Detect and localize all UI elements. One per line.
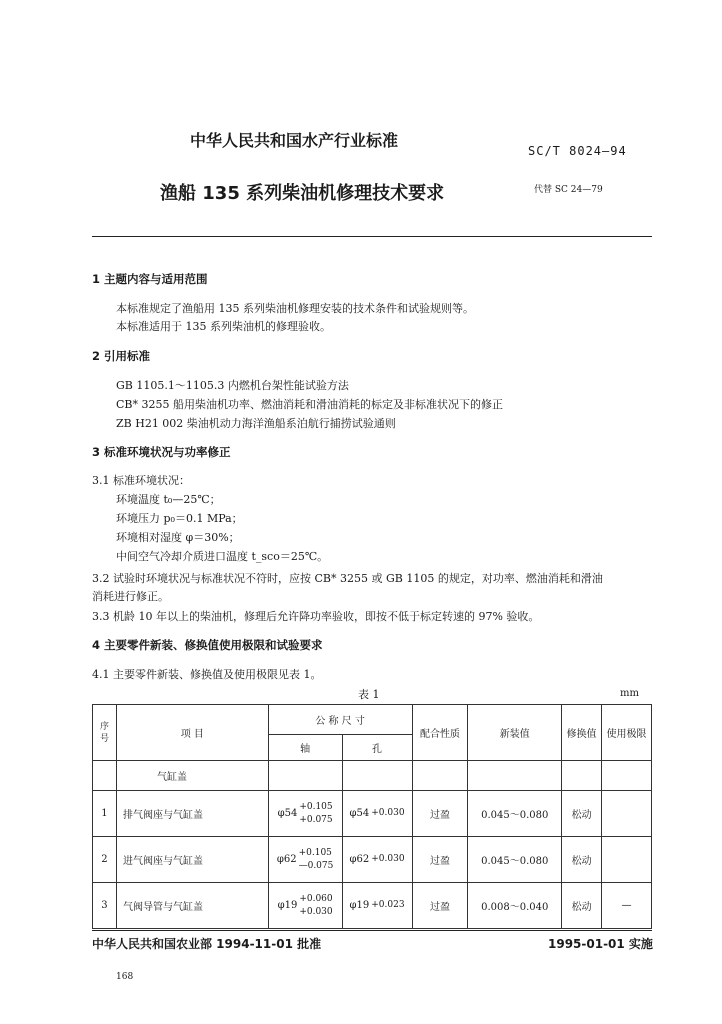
env-pressure: 环境压力 p₀＝0.1 MPa； bbox=[116, 512, 243, 525]
row-new: 0.045～0.080 bbox=[468, 837, 562, 883]
row-fit: 过盈 bbox=[412, 883, 468, 929]
clause-3-3: 3.3 机龄 10 年以上的柴油机，修理后允许降功率验收，即按不低于标定转速的 97% 验收。 bbox=[92, 610, 540, 623]
replaces-note: 代替 SC 24—79 bbox=[534, 185, 603, 195]
hole-base: φ19 bbox=[349, 900, 370, 911]
header-new: 新装值 bbox=[468, 705, 562, 761]
document-title: 渔船 135 系列柴油机修理技术要求 bbox=[160, 183, 445, 204]
clause-3-2-line-1: 3.2 试验时环境状况与标准状况不符时，应按 CB* 3255 或 GB 1105 的规定，对功率、燃油消耗和滑油 bbox=[92, 572, 603, 585]
clause-3-1: 3.1 标准环境状况： bbox=[92, 474, 190, 487]
shaft-lower: +0.030 bbox=[299, 906, 333, 917]
header-fit: 配合性质 bbox=[412, 705, 468, 761]
row-item: 进气阀座与气缸盖 bbox=[116, 837, 268, 883]
hole-upper: +0.030 bbox=[371, 808, 405, 818]
group-label: 气缸盖 bbox=[116, 761, 268, 791]
shaft-upper: +0.060 bbox=[299, 893, 333, 904]
spec-table bbox=[92, 704, 652, 929]
row-new: 0.008～0.040 bbox=[468, 883, 562, 929]
shaft-tolerance bbox=[268, 837, 342, 883]
shaft-lower: +0.075 bbox=[299, 814, 333, 825]
hole-tolerance bbox=[342, 791, 412, 837]
hole-upper: +0.030 bbox=[371, 854, 405, 864]
section-2-heading: 2 引用标准 bbox=[92, 349, 151, 363]
shaft-lower: —0.075 bbox=[298, 860, 334, 871]
row-repair: 松动 bbox=[562, 883, 602, 929]
coolant-temperature: 中间空气冷却介质进口温度 t_sco＝25℃。 bbox=[116, 550, 329, 563]
reference-3: ZB H21 002 柴油机动力海洋渔船系泊航行捕捞试验通则 bbox=[116, 417, 396, 430]
row-repair: 松动 bbox=[562, 791, 602, 837]
reference-1: GB 1105.1～1105.3 内燃机台架性能试验方法 bbox=[116, 379, 349, 392]
row-item: 排气阀座与气缸盖 bbox=[116, 791, 268, 837]
section-4-heading: 4 主要零件新装、修换值使用极限和试验要求 bbox=[92, 638, 323, 652]
header-hole: 孔 bbox=[342, 735, 412, 761]
env-humidity: 环境相对湿度 φ＝30%； bbox=[116, 531, 240, 544]
hole-tolerance bbox=[342, 837, 412, 883]
table-row bbox=[93, 837, 652, 883]
row-limit bbox=[602, 791, 652, 837]
header-limit: 使用极限 bbox=[602, 705, 652, 761]
hole-tolerance bbox=[342, 883, 412, 929]
row-repair: 松动 bbox=[562, 837, 602, 883]
shaft-base: φ62 bbox=[276, 854, 297, 865]
hole-base: φ62 bbox=[349, 854, 370, 865]
header-item: 项 目 bbox=[116, 705, 268, 761]
row-fit: 过盈 bbox=[412, 837, 468, 883]
effective-date: 1995-01-01 实施 bbox=[548, 937, 653, 951]
row-no: 3 bbox=[93, 883, 117, 929]
page-number: 168 bbox=[116, 972, 134, 982]
header-shaft: 轴 bbox=[268, 735, 342, 761]
table-row bbox=[93, 883, 652, 929]
table-caption: 表 1 bbox=[358, 688, 380, 701]
clause-3-2-line-2: 消耗进行修正。 bbox=[92, 590, 169, 603]
shaft-upper: +0.105 bbox=[298, 847, 332, 858]
shaft-tolerance bbox=[268, 883, 342, 929]
row-no: 2 bbox=[93, 837, 117, 883]
shaft-tolerance bbox=[268, 791, 342, 837]
reference-2: CB* 3255 船用柴油机功率、燃油消耗和滑油消耗的标定及非标准状况下的修正 bbox=[116, 398, 503, 411]
header-no: 序号 bbox=[93, 705, 117, 761]
env-temperature: 环境温度 t₀—25℃； bbox=[116, 493, 221, 506]
standard-code: SC/T 8024—94 bbox=[528, 144, 627, 158]
shaft-upper: +0.105 bbox=[299, 801, 333, 812]
shaft-base: φ54 bbox=[277, 808, 298, 819]
row-new: 0.045～0.080 bbox=[468, 791, 562, 837]
row-limit bbox=[602, 837, 652, 883]
header-repair: 修换值 bbox=[562, 705, 602, 761]
hole-base: φ54 bbox=[349, 808, 370, 819]
hole-upper: +0.023 bbox=[371, 900, 405, 910]
row-limit: — bbox=[602, 883, 652, 929]
row-item: 气阀导管与气缸盖 bbox=[116, 883, 268, 929]
table-row bbox=[93, 791, 652, 837]
header-rule bbox=[92, 236, 652, 237]
footer-rule bbox=[92, 930, 652, 931]
approval-line: 中华人民共和国农业部 1994-11-01 批准 bbox=[92, 937, 322, 951]
header-nominal: 公 称 尺 寸 bbox=[268, 705, 412, 735]
row-no: 1 bbox=[93, 791, 117, 837]
clause-4-1: 4.1 主要零件新装、修换值及使用极限见表 1。 bbox=[92, 668, 322, 681]
table-unit: mm bbox=[620, 688, 639, 699]
section-3-heading: 3 标准环境状况与功率修正 bbox=[92, 445, 231, 459]
shaft-base: φ19 bbox=[277, 900, 298, 911]
section-1-para-1: 本标准规定了渔船用 135 系列柴油机修理安装的技术条件和试验规则等。 bbox=[116, 302, 474, 315]
row-fit: 过盈 bbox=[412, 791, 468, 837]
section-1-para-2: 本标准适用于 135 系列柴油机的修理验收。 bbox=[116, 320, 331, 333]
section-1-heading: 1 主题内容与适用范围 bbox=[92, 272, 208, 286]
issuer-title: 中华人民共和国水产行业标准 bbox=[190, 131, 399, 150]
